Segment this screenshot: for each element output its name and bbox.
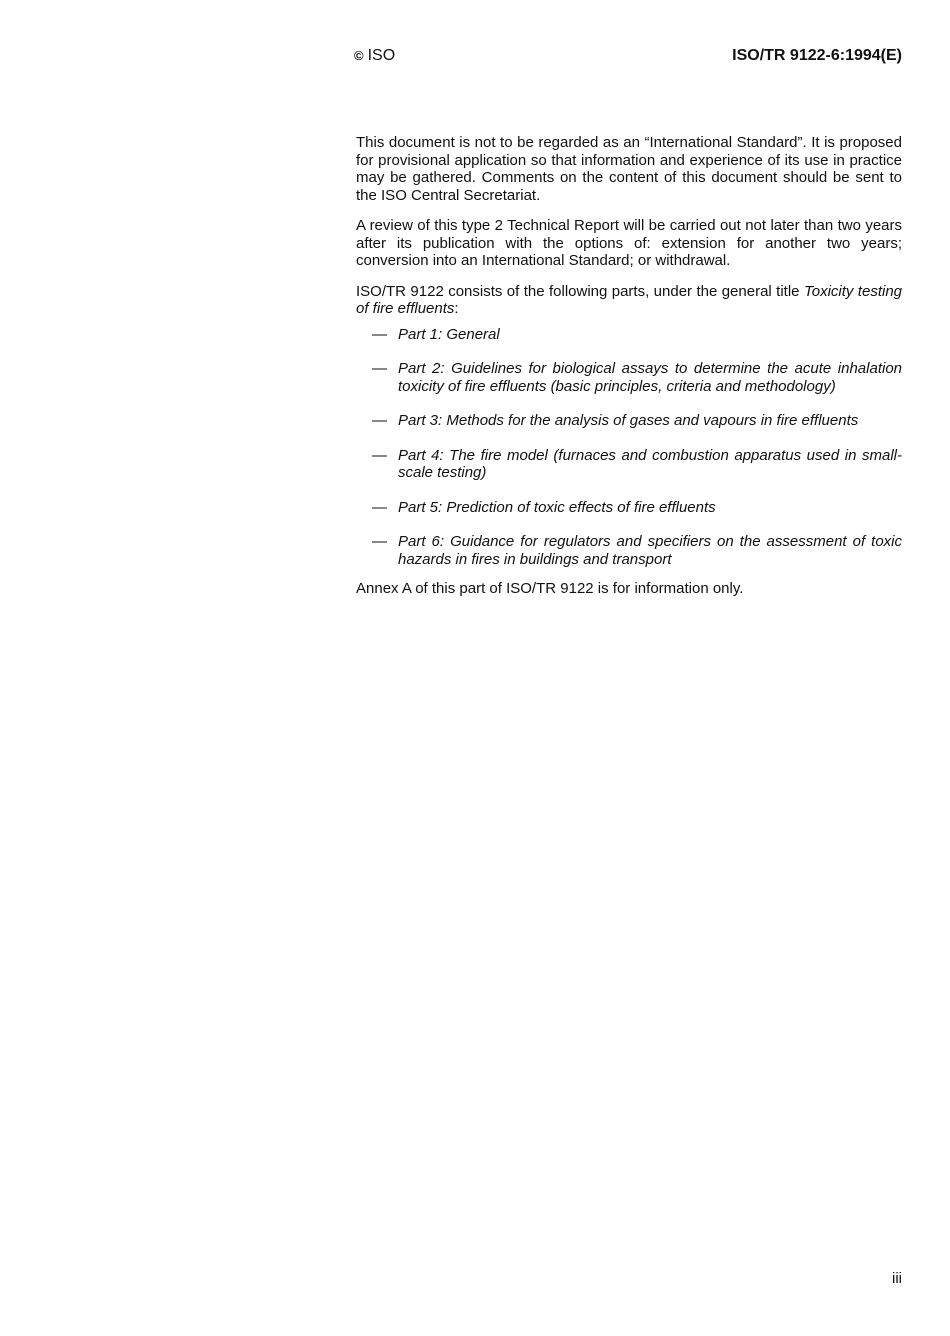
general-title: Toxicity testing of fire effluents bbox=[356, 282, 903, 317]
list-item bbox=[356, 499, 902, 517]
dash-glyph: — bbox=[372, 412, 387, 429]
list-item bbox=[356, 360, 902, 395]
part-text: Part 6: Guidance for regulators and specifiers on the assessment of toxic hazards in fires in buildings and transport bbox=[398, 533, 902, 568]
paragraph-annex: Annex A of this part of ISO/TR 9122 is for information only. bbox=[356, 580, 744, 597]
header-left bbox=[354, 46, 395, 66]
paragraph-parts-intro bbox=[356, 283, 902, 318]
list-item bbox=[356, 412, 902, 430]
part-text: Part 4: The fire model (furnaces and combustion apparatus used in small-scale testing) bbox=[398, 446, 902, 481]
list-item bbox=[356, 326, 902, 344]
part-text: Part 1: General bbox=[398, 325, 500, 343]
dash-glyph: — bbox=[372, 325, 387, 343]
document-body bbox=[356, 134, 902, 611]
paragraph-status: This document is not to be regarded as an “International Standard”. It is proposed for provisional application so that information and experience of its use in practice may be gathered. Comments on the content of this document should be sent to the ISO Central Secretariat. bbox=[356, 134, 902, 204]
parts-list bbox=[356, 326, 902, 569]
part-text: Part 3: Methods for the analysis of gases and vapours in fire effluents bbox=[398, 412, 859, 429]
header-iso-label: ISO bbox=[367, 47, 396, 64]
part-text: Part 5: Prediction of toxic effects of fire effluents bbox=[398, 498, 716, 516]
dash-glyph: — bbox=[372, 446, 387, 464]
part-text: Part 2: Guidelines for biological assays to determine the acute inhalation toxicity of fire effluents (basic principles, criteria and methodology) bbox=[398, 360, 902, 395]
dash-glyph: — bbox=[372, 360, 387, 377]
parts-intro-lead: ISO/TR 9122 consists of the following parts, under the general title bbox=[356, 282, 800, 300]
list-item bbox=[356, 533, 902, 568]
page-number: iii bbox=[892, 1270, 902, 1287]
parts-intro-end: : bbox=[454, 300, 459, 317]
dash-glyph: — bbox=[372, 498, 387, 516]
dash-glyph: — bbox=[372, 533, 387, 550]
copyright-icon: © bbox=[354, 48, 364, 63]
document-identifier: ISO/TR 9122-6:1994(E) bbox=[732, 47, 902, 64]
list-item bbox=[356, 447, 902, 482]
paragraph-review: A review of this type 2 Technical Report will be carried out not later than two years after its publication with the options of: extension for another two years; conversion into an International Standard; or withdrawal. bbox=[356, 217, 902, 269]
